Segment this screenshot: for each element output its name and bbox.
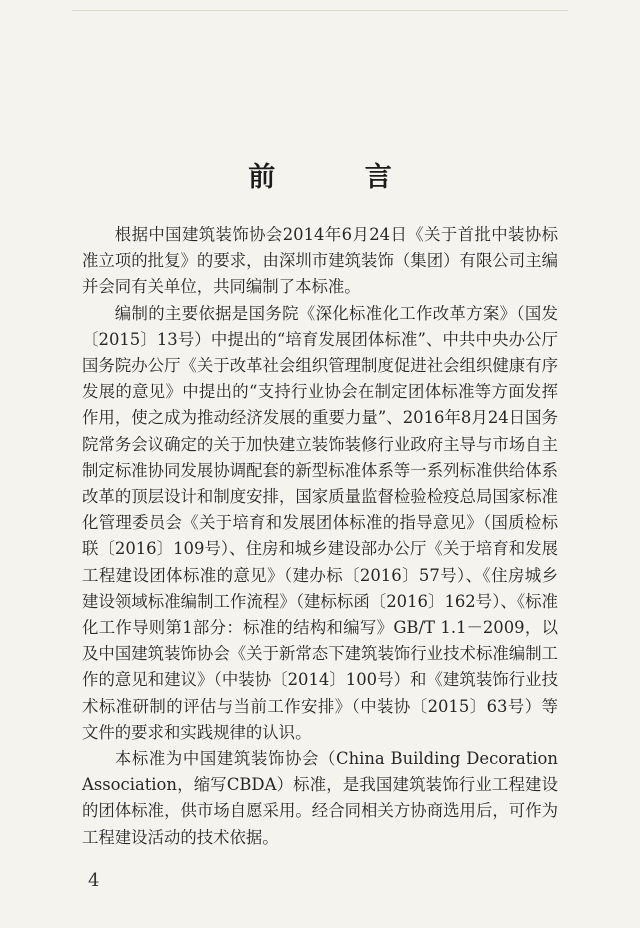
page-edge-rule [72,10,568,11]
document-body [82,222,558,851]
page-title: 前 言 [248,162,432,193]
paragraph-1: 根据中国建筑装饰协会2014年6月24日《关于首批中装协标准立项的批复》的要求，由深圳市建筑装饰（集团）有限公司主编并会同有关单位，共同编制了本标准。 [82,225,558,297]
paragraph-2: 编制的主要依据是国务院《深化标准化工作改革方案》（国发〔2015〕13号）中提出的“培育发展团体标准”、中共中央办公厅国务院办公厅《关于改革社会组织管理制度促进社会组织健康有序发展的意见》中提出的“支持行业协会在制定团体标准等方面发挥作用，使之成为推动经济发展的重要力量”、2016年8月24日国务院常务会议确定的关于加快建立装饰装修行业政府主导与市场自主制定标准协同发展协调配套的新型标准体系等一系列标准供给体系改革的顶层设计和制度安排，国家质量监督检验检疫总局国家标准化管理委员会《关于培育和发展团体标准的指导意见》（国质检标联〔2016〕109号）、住房和城乡建设部办公厅《关于培育和发展工程建设团体标准的意见》（建办标〔2016〕57号）、《住房城乡建设领域标准编制工作流程》（建标标函〔2016〕162号）、《标准化工作导则第1部分：标准的结构和编写》GB/T 1.1－2009，以及中国建筑装饰协会《关于新常态下建筑装饰行业技术标准编制工作的意见和建议》（中装协〔2014〕100号）和《建筑装饰行业技术标准研制的评估与当前工作安排》（中装协〔2015〕63号）等文件的要求和实践规律的认识。 [82,303,558,742]
paragraph-3: 本标准为中国建筑装饰协会（China Building Decoration Association，缩写CBDA）标准，是我国建筑装饰行业工程建设的团体标准，供市场自愿采用。经合同相关方协商选用后，可作为工程建设活动的技术依据。 [82,749,558,847]
page-number: 4 [88,870,100,891]
